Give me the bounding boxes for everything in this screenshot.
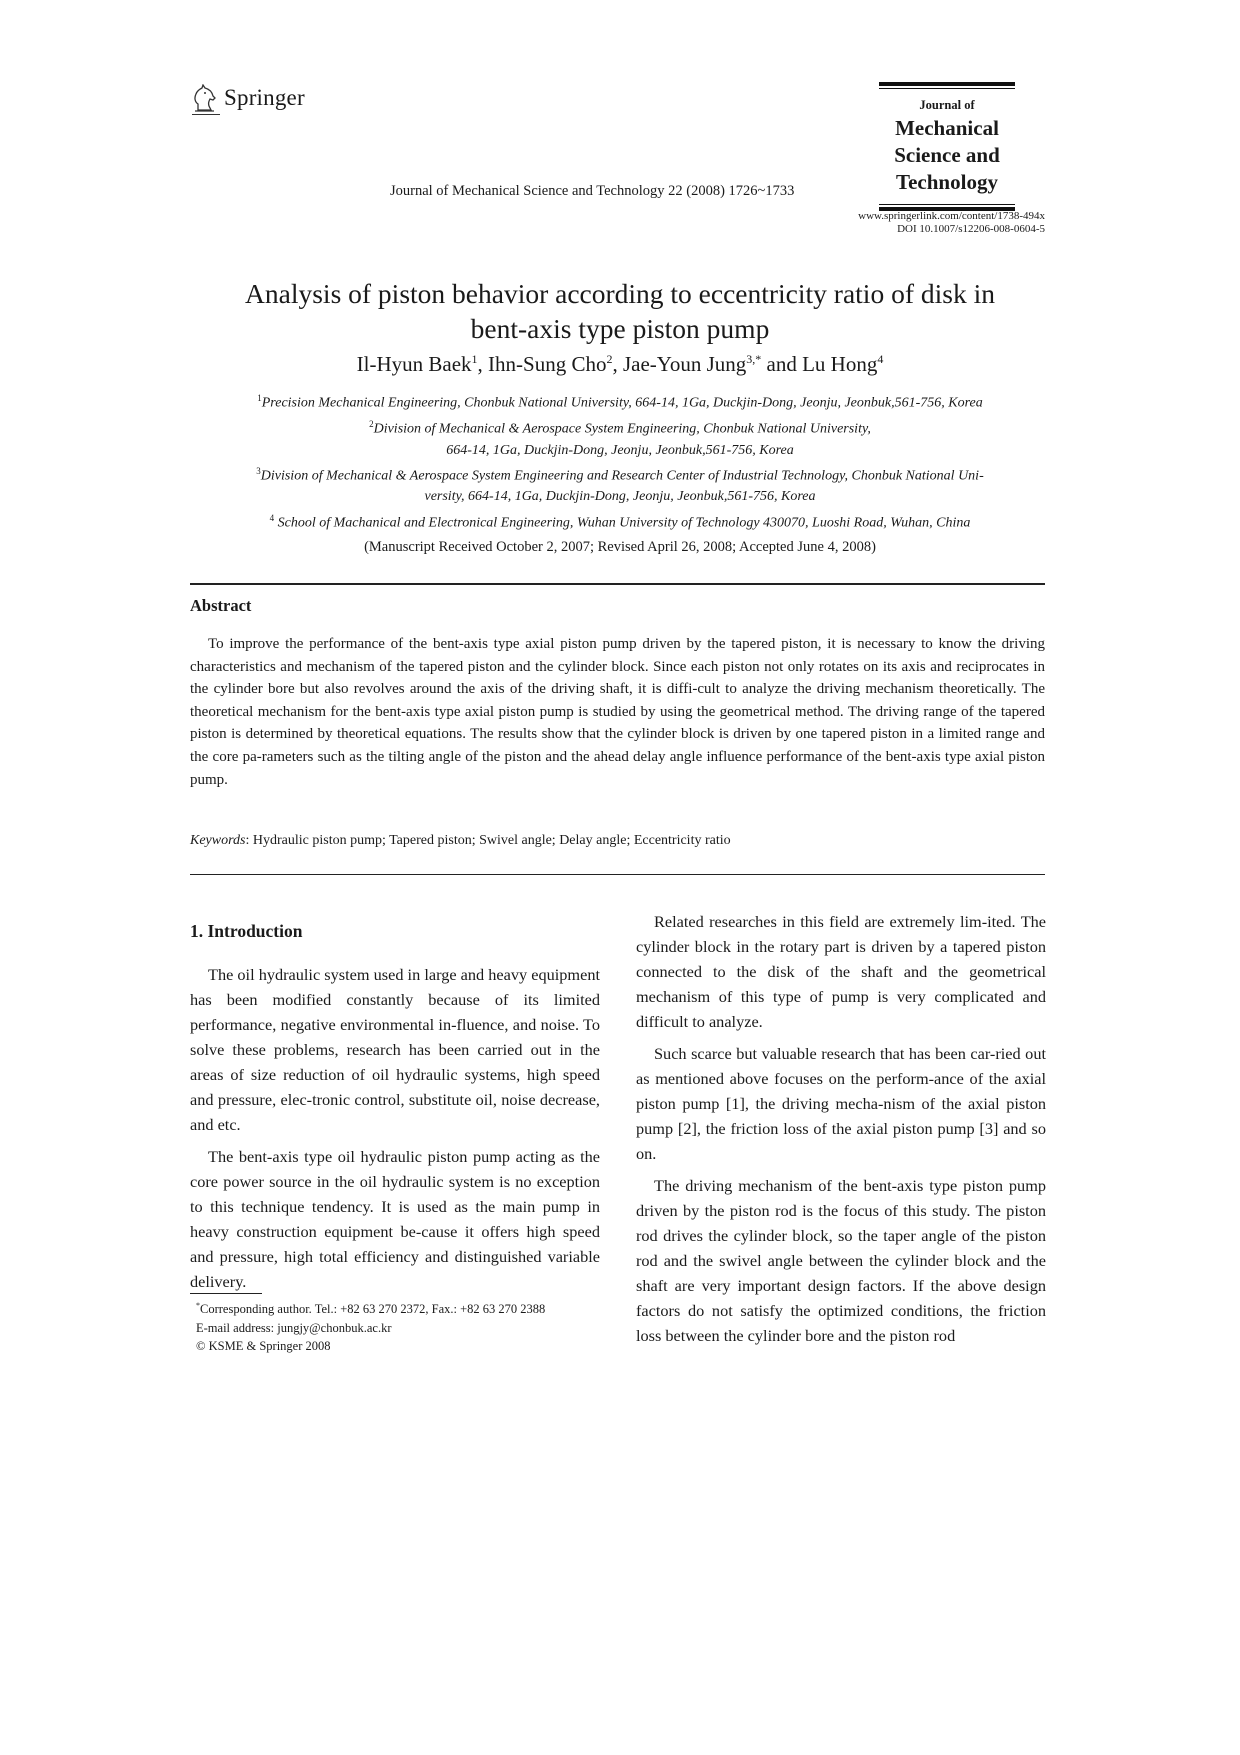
divider-bottom [190,874,1045,875]
affiliation-sup: 3 [256,466,261,477]
footnote-marker: * [196,1301,200,1310]
divider-top [190,583,1045,585]
journal-box-name-1: Mechanical [895,116,999,140]
journal-citation: Journal of Mechanical Science and Technology 22 (2008) 1726~1733 [390,183,795,199]
affiliation-2 [170,414,1070,440]
title-line-2: bent-axis type piston pump [470,313,770,344]
manuscript-dates: (Manuscript Received October 2, 2007; Revised April 26, 2008; Accepted June 4, 2008) [364,539,876,555]
affiliation-sup: 1 [257,393,262,403]
keywords-list: : Hydraulic piston pump; Tapered piston; Swivel angle; Delay angle; Eccentricity ratio [245,833,731,848]
author-sup: 1 [471,352,478,366]
author-sup: 3,* [746,352,762,366]
logo-underline [192,114,220,115]
journal-links [820,210,1045,236]
affiliation-2-cont: 664-14, 1Ga, Duckjin-Dong, Jeonju, Jeonbuk,561-756, Korea [446,442,794,458]
email: E-mail address: jungjy@chonbuk.ac.kr [196,1320,392,1335]
abstract-text: To improve the performance of the bent-axis type axial piston pump driven by the tapered piston, it is necessary to know the driving characteristics and mechanism of the tapered piston and the cylinder block. Since each piston not only rotates on its axis and reciprocates in the cylinder bore but also revolves around the axis of the driving shaft, it is diffi-cult to analyze the driving mechanism theoretically. The theoretical mechanism for the bent-axis type axial piston pump is studied by using the geometrical method. The driving range of the tapered piston is determined by theoretical equations. The results show that the cylinder block is driven by one tapered piston in a limited range and the core pa-rameters such as the tilting angle of the piston and the ahead delay angle influence performance of the bent-axis type axial piston pump. [190,636,1045,788]
journal-box-top-rule [879,82,1015,86]
affiliation-3-cont: versity, 664-14, 1Ga, Duckjin-Dong, Jeonju, Jeonbuk,561-756, Korea [424,489,816,505]
abstract-heading: Abstract [190,596,252,615]
corresponding-text: Corresponding author. Tel.: +82 63 270 2372, Fax.: +82 63 270 2388 [200,1302,546,1317]
column-left [190,962,600,1301]
author-name: Il-Hyun Baek [356,352,472,376]
paper-title [150,276,1090,346]
footnote-rule [190,1293,262,1294]
doi[interactable]: DOI 10.1007/s12206-008-0604-5 [897,223,1045,235]
keywords [190,833,731,849]
journal-url[interactable]: www.springerlink.com/content/1738-494x [858,210,1045,222]
affiliation-text: School of Machanical and Electronical Engineering, Wuhan University of Technology 430070, Luoshi Road, Wuhan, China [274,515,971,531]
copyright: © KSME & Springer 2008 [196,1339,331,1354]
journal-box-bottom-thin-rule [879,204,1015,205]
author-name: Lu Hong [802,352,878,376]
affiliations [170,388,1070,534]
affiliation-4 [170,508,1070,534]
affiliation-text: Division of Mechanical & Aerospace System Engineering and Research Center of Industrial Technology, Chonbuk National Uni- [260,468,984,484]
title-line-1: Analysis of piston behavior according to eccentricity ratio of disk in [245,278,995,309]
journal-box-prefix: Journal of [919,98,975,112]
journal-box-top-thin-rule [879,88,1015,89]
author-separator: , [612,352,623,376]
publisher-name: Springer [224,85,305,110]
paragraph: Related researches in this field are extremely lim-ited. The cylinder block in the rotary part is driven by a tapered piston connected to the disk of the shaft and the geometrical mechanism of this type of pump is very complicated and difficult to analyze. [636,912,1046,1031]
publisher-logo [192,84,305,112]
paragraph: The driving mechanism of the bent-axis type piston pump driven by the piston rod is the focus of this study. The piston rod drives the cylinder block, so the taper angle of the piston rod and the swivel angle between the cylinder block and the shaft are very important design factors. If the above design factors do not satisfy the optimized conditions, the friction loss between the cylinder bore and the piston rod [636,1176,1046,1345]
author-name: Ihn-Sung Cho [488,352,607,376]
paragraph: Such scarce but valuable research that has been car-ried out as mentioned above focuses on the perform-ance of the axial piston pump [1], the driving mecha-nism of the axial piston pump [2], the friction loss of the axial piston pump [3] and so on. [636,1044,1046,1163]
paragraph: The oil hydraulic system used in large and heavy equipment has been modified constantly because of its limited performance, negative environmental in-fluence, and noise. To solve these problems, research has been carried out in the areas of size reduction of oil hydraulic systems, high speed and pressure, elec-tronic control, substitute oil, noise decrease, and etc. [190,965,600,1134]
author-list [150,352,1090,377]
affiliation-1 [170,388,1070,414]
knight-icon [192,84,218,112]
affiliation-text: Division of Mechanical & Aerospace System Engineering, Chonbuk National University, [373,421,871,437]
keywords-label: Keywords [190,833,246,848]
corresponding-author [196,1297,545,1319]
author-sup: 2 [606,352,613,366]
journal-box [879,82,1015,211]
affiliation-sup: 4 [269,512,275,523]
section-heading: 1. Introduction [190,921,303,941]
author-separator: and [761,352,803,376]
journal-box-name-3: Technology [896,170,998,194]
author-name: Jae-Youn Jung [622,352,747,376]
journal-box-name-2: Science and [894,143,1000,167]
column-right [636,909,1046,1355]
affiliation-3 [170,461,1070,487]
author-sup: 4 [877,352,884,366]
affiliation-text: Precision Mechanical Engineering, Chonbuk National University, 664-14, 1Ga, Duckjin-Dong, Jeonju, Jeonbuk,561-756, Korea [261,395,983,411]
paragraph: The bent-axis type oil hydraulic piston pump acting as the core power source in the oil hydraulic system is no exception to this technique tendency. It is used as the main pump in heavy construction equipment be-cause it offers high speed and pressure, high total efficiency and distinguished variable delivery. [190,1147,600,1291]
affiliation-sup: 2 [369,419,374,430]
footnote [196,1297,545,1356]
author-separator: , [477,352,489,376]
